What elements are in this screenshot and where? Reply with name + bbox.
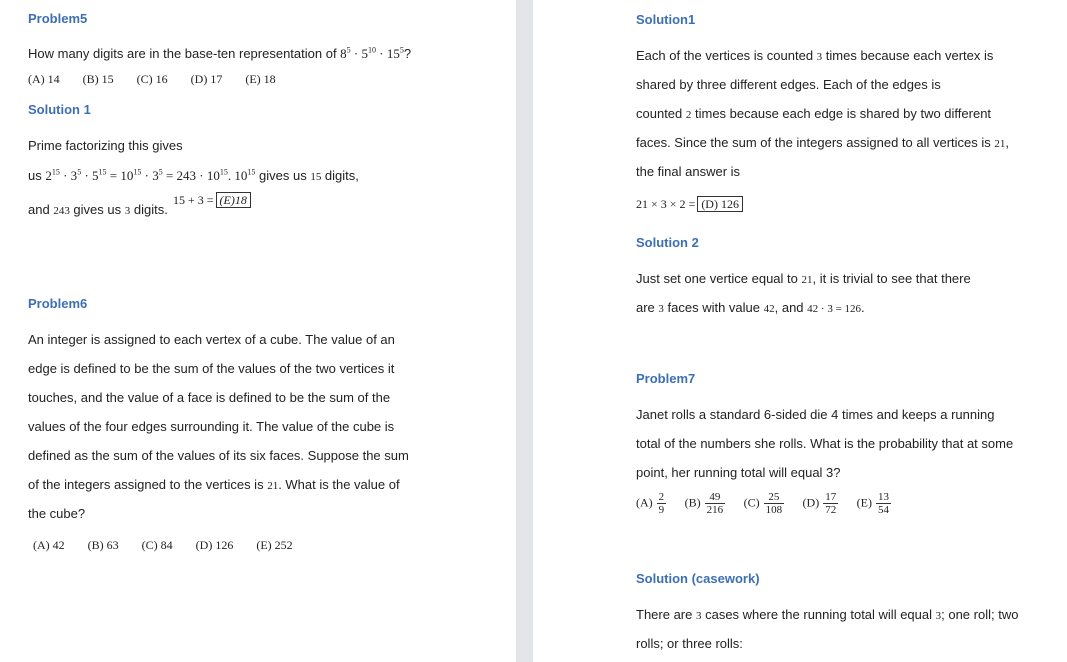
solution1-line2: us $2^{15} \cdot 3^5 \cdot 5^{15} = 10^{15} \cdot 3^5 = 243 \cdot 10^{15}$. $10^{15}$ gives us 15 digits,	[28, 167, 359, 183]
problem6-line7: the cube?	[28, 506, 86, 521]
r-solution1-line1: Each of the vertices is counted 3 times because each vertex is	[636, 48, 994, 63]
choice-c: (C) 84	[141, 538, 173, 552]
boxed-answer: (E)18	[216, 192, 251, 208]
choice-b: (B) $\frac{49}{216}$	[684, 491, 724, 516]
page-gutter	[516, 0, 533, 662]
r-solution1-answer: 21 × 3 × 2 = (D) 126	[636, 197, 743, 212]
problem5-question: How many digits are in the base-ten representation of $8^5 \cdot 5^{10} \cdot 15^5$?	[28, 45, 412, 61]
choice-c: (C) 16	[136, 72, 168, 86]
r-solution1-line4: faces. Since the sum of the integers assigned to all vertices is 21,	[636, 135, 1010, 150]
casework-heading: Solution (casework)	[636, 571, 760, 586]
problem7-line2: total of the numbers she rolls. What is the probability that at some	[636, 436, 1014, 451]
problem6-line4: values of the four edges surrounding it. The value of the cube is	[28, 419, 395, 434]
solution2-line1: Just set one vertice equal to 21, it is trivial to see that there	[636, 271, 971, 286]
r-solution1-line3: counted 2 times because each edge is shared by two different	[636, 106, 992, 121]
choice-d: (D) $\frac{17}{72}$	[802, 491, 837, 516]
problem7-heading: Problem7	[636, 371, 696, 386]
choice-e: (E) $\frac{13}{54}$	[856, 491, 889, 516]
solution1-line3: and 243 gives us 3 digits.	[28, 202, 168, 217]
choice-d: (D) 17	[190, 72, 223, 86]
choice-c: (C) $\frac{25}{108}$	[743, 491, 783, 516]
problem6-choices	[33, 538, 293, 553]
solution1-heading: Solution 1	[28, 102, 91, 117]
problem6-line6: of the integers assigned to the vertices is 21. What is the value of	[28, 477, 400, 492]
choice-e: (E) 18	[245, 72, 276, 86]
problem7-line1: Janet rolls a standard 6-sided die 4 times and keeps a running	[636, 407, 995, 422]
problem5-question-prefix: How many digits are in the base-ten representation of	[28, 46, 341, 61]
solution1-answer: 15 + 3 = (E)18	[173, 193, 251, 208]
solution1-heading: Solution1	[636, 12, 696, 27]
choice-e: (E) 252	[256, 538, 293, 552]
problem7-choices	[636, 491, 905, 516]
right-page	[533, 0, 1067, 662]
solution2-line2: are 3 faces with value 42, and 42 · 3 = 126.	[636, 300, 865, 315]
problem6-heading: Problem6	[28, 296, 88, 311]
r-solution1-line5: the final answer is	[636, 164, 741, 179]
problem5-expression: $8^5 \cdot 5^{10} \cdot 15^5$	[340, 45, 404, 61]
choice-d: (D) 126	[195, 538, 234, 552]
factorization-expression: $2^{15} \cdot 3^5 \cdot 5^{15} = 10^{15} \cdot 3^5 = 243 \cdot 10^{15}$. $10^{15}$	[45, 167, 256, 183]
problem6-line1: An integer is assigned to each vertex of a cube. The value of an	[28, 332, 395, 347]
left-page	[0, 0, 516, 662]
problem6-line5: defined as the sum of the values of its six faces. Suppose the sum	[28, 448, 409, 463]
choice-a: (A) 42	[33, 538, 65, 552]
choice-a: (A) 14	[28, 72, 60, 86]
r-solution1-line2: shared by three different edges. Each of the edges is	[636, 77, 941, 92]
choice-b: (B) 63	[87, 538, 119, 552]
boxed-answer: (D) 126	[697, 196, 743, 212]
problem7-line3: point, her running total will equal 3?	[636, 465, 841, 480]
problem6-line2: edge is defined to be the sum of the values of the two vertices it	[28, 361, 395, 376]
solution1-line1: Prime factorizing this gives	[28, 138, 183, 153]
casework-line2: rolls; or three rolls:	[636, 636, 743, 651]
solution2-heading: Solution 2	[636, 235, 699, 250]
choice-b: (B) 15	[82, 72, 114, 86]
choice-a: (A) $\frac{2}{9}$	[636, 491, 665, 516]
problem5-heading: Problem5	[28, 11, 88, 26]
casework-line1: There are 3 cases where the running total will equal 3; one roll; two	[636, 607, 1019, 622]
problem5-choices	[28, 72, 276, 87]
problem6-line3: touches, and the value of a face is defined to be the sum of the	[28, 390, 391, 405]
